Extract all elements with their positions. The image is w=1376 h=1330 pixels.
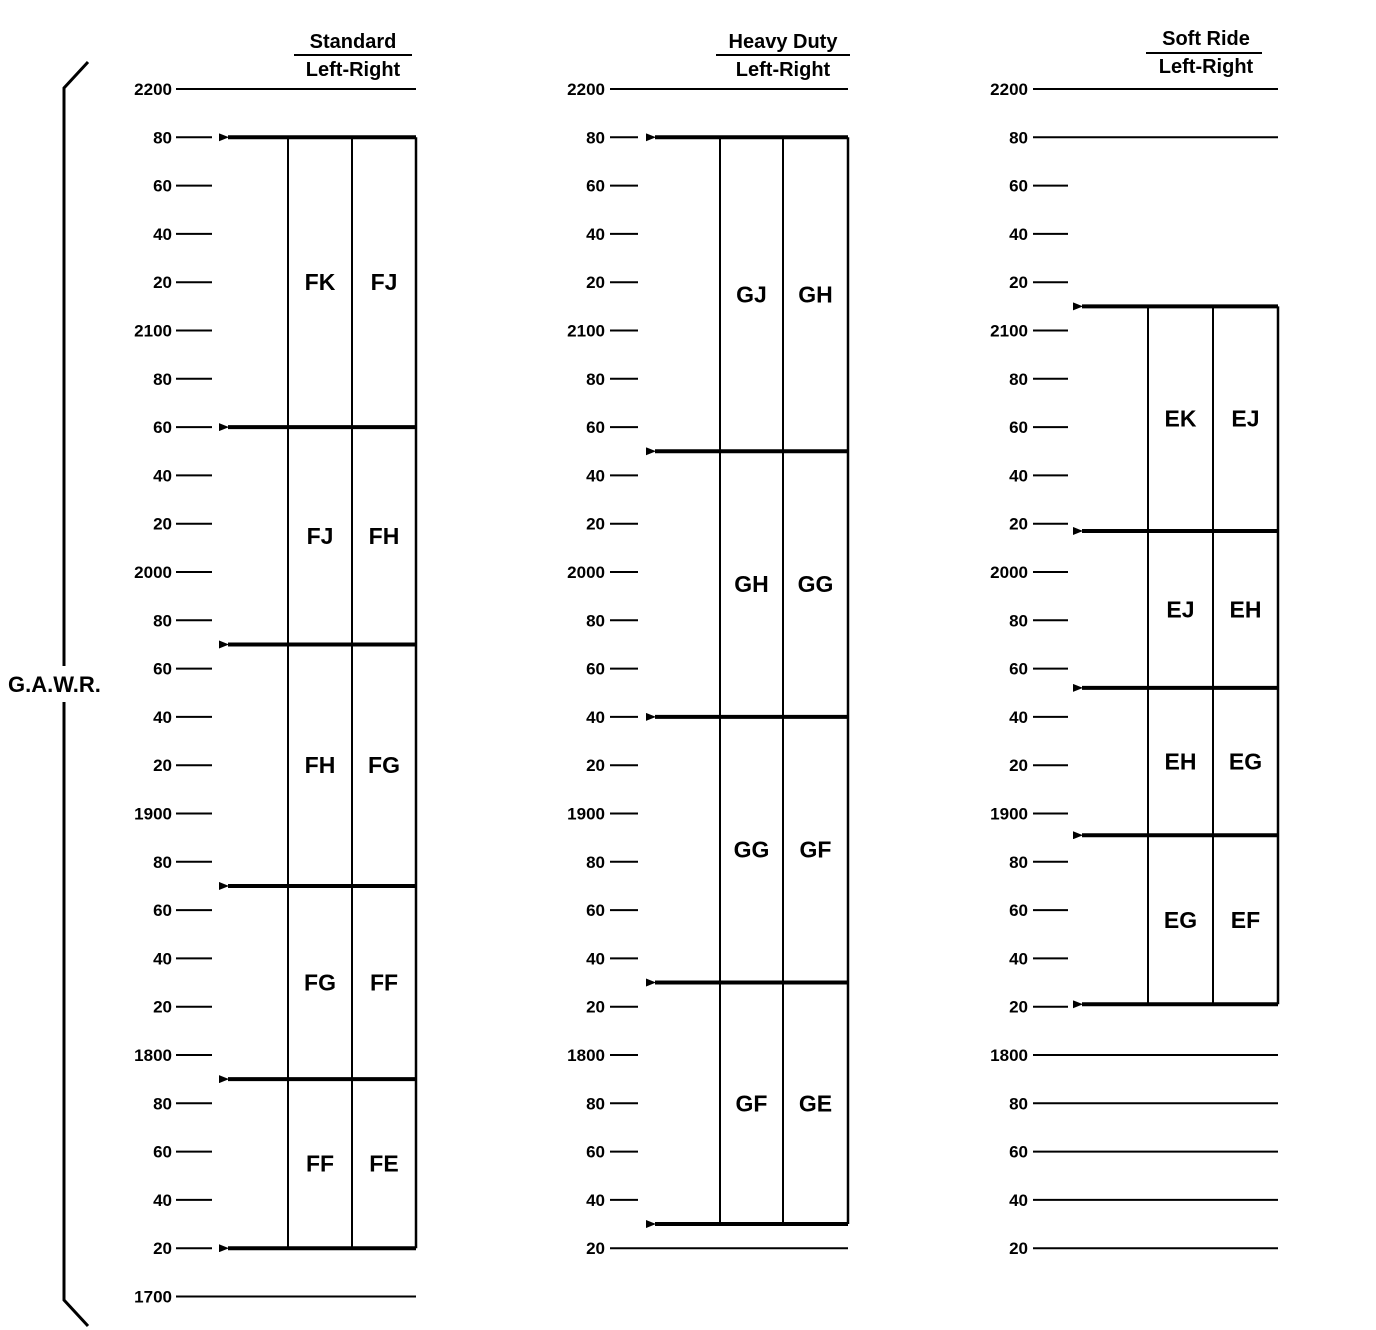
scale-tick-label: 20 (586, 273, 605, 293)
scale-tick-label: 80 (153, 1094, 172, 1114)
scale-tick-label: 20 (1009, 1239, 1028, 1259)
band-code-right: FJ (370, 269, 398, 296)
band-code-right: GG (797, 571, 834, 598)
band-code-left: EJ (1166, 596, 1195, 623)
column-header-line1: Soft Ride (1162, 28, 1250, 50)
scale-tick-label: 60 (586, 176, 605, 196)
scale-tick-label: 60 (1009, 418, 1028, 438)
scale-tick-label: 80 (153, 611, 172, 631)
band-code-right: GE (798, 1090, 833, 1117)
band-code-right: EF (1230, 906, 1261, 933)
scale-standard (134, 80, 416, 1307)
gawr-axis-label: G.A.W.R. (8, 672, 101, 697)
column-header-line1: Heavy Duty (728, 31, 838, 53)
scale-tick-label: 60 (153, 176, 172, 196)
scale-heavy_duty (567, 80, 848, 1258)
band-code-right: GH (798, 281, 833, 308)
scale-tick-label: 1800 (990, 1046, 1028, 1065)
scale-tick-label: 2200 (134, 80, 172, 99)
scale-tick-label: 20 (586, 997, 605, 1017)
band-code-left: FH (304, 752, 336, 779)
column-header-line2: Left-Right (1158, 56, 1254, 78)
scale-tick-label: 20 (153, 273, 172, 293)
scale-tick-label: 40 (153, 707, 172, 727)
scale-tick-label: 80 (1009, 852, 1028, 872)
band-code-left: FF (305, 1150, 335, 1177)
band-code-left: FG (304, 969, 336, 996)
scale-tick-label: 1900 (134, 804, 172, 824)
scale-tick-label: 60 (153, 418, 172, 438)
scale-tick-label: 1900 (990, 804, 1028, 824)
column-header-line2: Left-Right (735, 59, 831, 81)
scale-tick-label: 2200 (990, 80, 1028, 99)
band-code-left: EK (1164, 405, 1197, 432)
scale-tick-label: 20 (586, 514, 605, 534)
band-code-left: EG (1163, 906, 1198, 933)
band-code-left: FJ (306, 522, 334, 549)
scale-tick-label: 40 (586, 707, 605, 727)
band-code-left: GJ (736, 281, 767, 308)
scale-tick-label: 40 (586, 1190, 605, 1210)
band-code-right: FG (368, 752, 400, 779)
scale-tick-label: 80 (153, 852, 172, 872)
column-header-heavy-duty (716, 31, 850, 81)
scale-tick-label: 20 (1009, 273, 1028, 293)
band-code-right: EH (1229, 596, 1262, 623)
scale-tick-label: 20 (153, 756, 172, 776)
scale-tick-label: 20 (586, 756, 605, 776)
scale-tick-label: 20 (153, 997, 172, 1017)
scale-tick-label: 40 (153, 1190, 172, 1210)
column-header-soft-ride (1146, 28, 1262, 78)
band-code-left: GH (734, 571, 769, 598)
band-code-right: EG (1228, 748, 1263, 775)
scale-tick-label: 40 (586, 466, 605, 486)
scale-tick-label: 1800 (134, 1046, 172, 1065)
code-box-soft_ride (1082, 306, 1278, 1004)
scale-tick-label: 60 (153, 901, 172, 921)
scale-tick-label: 80 (586, 369, 605, 389)
scale-tick-label: 60 (1009, 1142, 1028, 1162)
scale-tick-label: 80 (1009, 369, 1028, 389)
scale-soft_ride (990, 80, 1278, 1258)
scale-tick-label: 80 (153, 128, 172, 148)
scale-tick-label: 40 (1009, 949, 1028, 969)
scale-tick-label: 60 (586, 659, 605, 679)
scale-tick-label: 20 (153, 514, 172, 534)
scale-tick-label: 40 (1009, 466, 1028, 486)
scale-tick-label: 1700 (134, 1287, 172, 1307)
scale-tick-label: 1800 (567, 1046, 605, 1065)
scale-tick-label: 40 (153, 466, 172, 486)
scale-tick-label: 40 (1009, 224, 1028, 244)
scale-tick-label: 80 (586, 852, 605, 872)
band-code-right: GF (799, 836, 832, 863)
scale-tick-label: 60 (586, 1142, 605, 1162)
scale-tick-label: 1900 (567, 804, 605, 824)
scale-tick-label: 20 (1009, 997, 1028, 1017)
scale-tick-label: 60 (153, 659, 172, 679)
column-header-line2: Left-Right (305, 59, 401, 81)
scale-tick-label: 40 (586, 949, 605, 969)
band-code-left: EH (1164, 748, 1197, 775)
scale-tick-label: 80 (1009, 611, 1028, 631)
scale-tick-label: 80 (1009, 1094, 1028, 1114)
scale-tick-label: 40 (153, 224, 172, 244)
band-code-left: GF (735, 1090, 768, 1117)
scale-tick-label: 80 (1009, 128, 1028, 148)
scale-tick-label: 2100 (134, 321, 172, 341)
scale-tick-label: 80 (586, 128, 605, 148)
scale-tick-label: 20 (586, 1239, 605, 1259)
code-box-heavy_duty (655, 137, 848, 1224)
scale-tick-label: 60 (1009, 176, 1028, 196)
scale-tick-label: 2100 (990, 321, 1028, 341)
scale-tick-label: 80 (586, 1094, 605, 1114)
scale-tick-label: 40 (153, 949, 172, 969)
scale-tick-label: 60 (153, 1142, 172, 1162)
scale-tick-label: 60 (1009, 901, 1028, 921)
band-code-right: FF (369, 969, 399, 996)
scale-tick-label: 60 (586, 418, 605, 438)
scale-tick-label: 20 (1009, 756, 1028, 776)
scale-tick-label: 60 (586, 901, 605, 921)
scale-tick-label: 60 (1009, 659, 1028, 679)
scale-tick-label: 2000 (567, 563, 605, 582)
scale-tick-label: 40 (1009, 1190, 1028, 1210)
band-code-right: FE (369, 1150, 399, 1177)
scale-tick-label: 2100 (567, 321, 605, 341)
code-boxes (228, 137, 1278, 1248)
scale-tick-label: 40 (1009, 707, 1028, 727)
scale-tick-label: 20 (1009, 514, 1028, 534)
band-code-left: FK (304, 269, 336, 296)
scale-tick-label: 40 (586, 224, 605, 244)
scale-tick-label: 80 (586, 611, 605, 631)
band-code-right: EJ (1231, 405, 1260, 432)
column-header-standard (294, 31, 412, 81)
scale-tick-label: 2000 (990, 563, 1028, 582)
code-box-standard (228, 137, 416, 1248)
band-code-right: FH (368, 522, 400, 549)
scale-tick-label: 2000 (134, 563, 172, 582)
scale-tick-label: 2200 (567, 80, 605, 99)
band-code-left: GG (733, 836, 770, 863)
weight-scales (134, 80, 1278, 1307)
scale-tick-label: 20 (153, 1239, 172, 1259)
column-header-line1: Standard (309, 31, 397, 53)
scale-tick-label: 80 (153, 369, 172, 389)
